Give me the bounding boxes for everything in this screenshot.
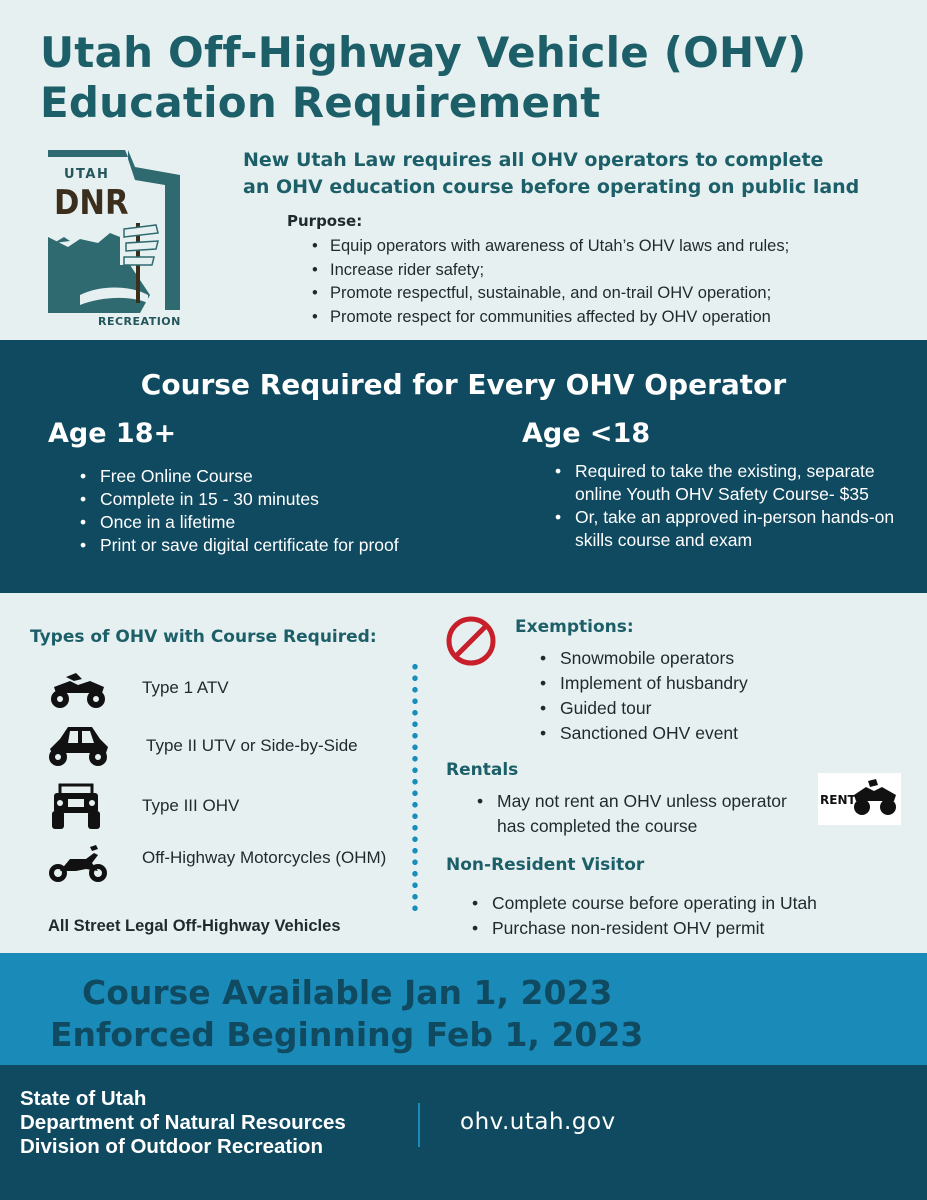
list-item: • Free Online Course [100,465,480,488]
adult-age-heading: Age 18+ [48,418,177,449]
rentals-title: Rentals [446,760,519,780]
utv-icon [46,721,112,771]
details-section [0,593,927,953]
nonresident-list [492,891,912,941]
footer [0,1065,927,1200]
list-item: • Required to take the existing, separate online Youth OHV Safety Course- $35 [575,460,920,506]
rentals-list [497,789,802,839]
utah-state-outline-icon [40,145,190,330]
subhead-line-1: New Utah Law requires all OHV operators to complete [243,149,824,171]
footer-separator [418,1103,420,1147]
list-item: • Or, take an approved in-person hands-on skills course and exam [575,506,920,552]
jeep-icon [46,781,112,831]
title-line-1: Utah Off-Highway Vehicle (OHV) [40,28,807,77]
list-item: • Print or save digital certificate for proof [100,534,480,557]
type-row-ohm [46,841,426,891]
list-item: • Complete course before operating in Utah [492,891,912,916]
list-item: • Equip operators with awareness of Utah’s OHV laws and rules; [330,235,910,259]
rent-atv-icon [818,773,901,825]
list-item: • Snowmobile operators [560,646,900,671]
enforcement-date: Enforced Beginning Feb 1, 2023 [50,1015,644,1054]
footer-line: Department of Natural Resources [20,1111,346,1134]
type-row-ohv [46,781,426,831]
logo-utah-text: UTAH [64,167,110,182]
list-item: • Purchase non-resident OHV permit [492,916,912,941]
footer-line: State of Utah [20,1087,147,1110]
motorcycle-icon [46,841,112,891]
list-item: • Increase rider safety; [330,259,910,283]
type-row-utv [46,721,426,771]
list-item: • Sanctioned OHV event [560,721,900,746]
list-item: • Implement of husbandry [560,671,900,696]
type-row-atv [46,665,426,715]
atv-icon [46,665,112,715]
rent-badge-label: RENT [820,793,856,807]
youth-age-heading: Age <18 [522,418,651,449]
list-item: • Once in a lifetime [100,511,480,534]
nonresident-title: Non-Resident Visitor [446,855,645,875]
type-label: Off-Highway Motorcycles (OHM) [142,848,387,867]
rent-badge [818,773,901,825]
header-section [0,0,927,340]
street-legal-note: All Street Legal Off-Highway Vehicles [48,917,341,935]
footer-organization [20,1087,346,1159]
utah-dnr-logo [40,145,190,330]
prohibited-icon [445,615,497,667]
availability-banner [0,953,927,1065]
course-available-date: Course Available Jan 1, 2023 [82,973,613,1012]
website-link[interactable]: ohv.utah.gov [460,1109,616,1135]
list-item: • Promote respectful, sustainable, and on-trail OHV operation; [330,282,910,306]
course-title: Course Required for Every OHV Operator [140,368,787,401]
law-subheading [243,147,903,201]
dotted-divider [412,661,418,913]
type-label: Type 1 ATV [142,678,229,697]
course-required-section [0,340,927,593]
youth-requirements-list [575,460,920,552]
subhead-line-2: an OHV education course before operating on public land [243,176,860,198]
adult-requirements-list [100,465,480,557]
list-item: • May not rent an OHV unless operator has completed the course [497,789,802,839]
list-item: • Promote respect for communities affected by OHV operation [330,306,910,330]
purpose-list [330,235,910,329]
title-line-2: Education Requirement [40,78,601,127]
logo-dnr-text: DNR [54,183,129,223]
types-title: Types of OHV with Course Required: [30,627,377,647]
footer-line: Division of Outdoor Recreation [20,1135,323,1158]
type-label: Type III OHV [142,796,240,815]
page-title [40,28,910,128]
exemptions-list [560,646,900,746]
list-item: • Guided tour [560,696,900,721]
purpose-label: Purpose: [287,212,363,230]
list-item: • Complete in 15 - 30 minutes [100,488,480,511]
type-label: Type II UTV or Side-by-Side [146,736,358,755]
logo-recreation-text: RECREATION [98,315,181,328]
exemptions-title: Exemptions: [515,617,634,637]
